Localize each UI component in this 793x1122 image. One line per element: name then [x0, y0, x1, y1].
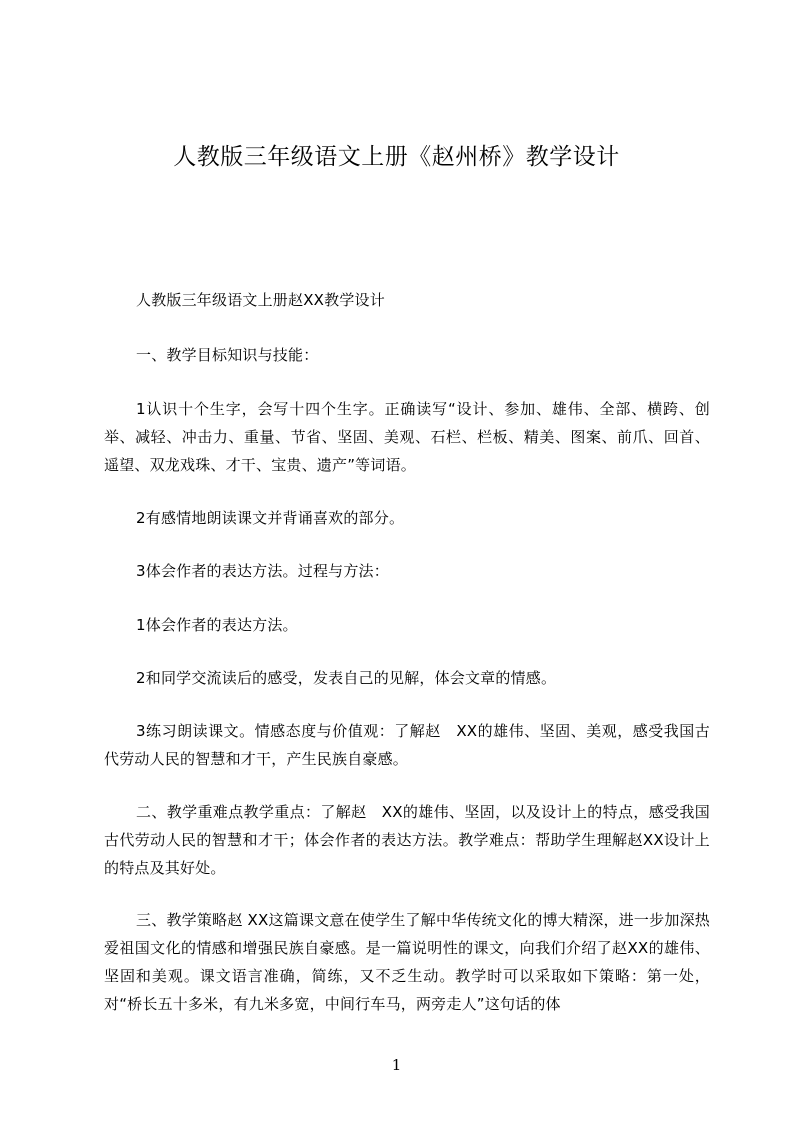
page-number: 1	[391, 1056, 402, 1074]
paragraph-objective-3: 3体会作者的表达方法。过程与方法：	[136, 562, 389, 580]
paragraph-key-points: 二、教学重难点教学重点：了解赵 XX的雄伟、坚固，以及设计上的特点，感受我国古代劳动人民的智慧和才干；体会作者的表达方法。教学难点：帮助学生理解赵XX设计上的特点及其好处。	[104, 803, 710, 877]
paragraph-heading: 人教版三年级语文上册赵XX教学设计	[136, 291, 385, 309]
document-title: 人教版三年级语文上册《赵州桥》教学设计	[173, 144, 620, 170]
paragraph-objective-2: 2有感情地朗读课文并背诵喜欢的部分。	[136, 509, 405, 527]
paragraph-objectives-heading: 一、教学目标知识与技能：	[136, 346, 319, 364]
paragraph-process-3: 3练习朗读课文。情感态度与价值观：了解赵 XX的雄伟、坚固、美观，感受我国古代劳动人民的智慧和才干，产生民族自豪感。	[104, 722, 710, 768]
paragraph-process-1: 1体会作者的表达方法。	[136, 616, 298, 634]
paragraph-objective-1: 1认识十个生字，会写十四个生字。正确读写“设计、参加、雄伟、全部、横跨、创举、减轻、冲击力、重量、节省、坚固、美观、石栏、栏板、精美、图案、前爪、回首、遥望、双龙戏珠、才干、宝贵、遗产”等词语。	[104, 400, 710, 474]
paragraph-process-2: 2和同学交流读后的感受，发表自己的见解，体会文章的情感。	[136, 669, 557, 687]
paragraph-strategy: 三、教学策略赵 XX这篇课文意在使学生了解中华传统文化的博大精深，进一步加深热爱祖国文化的情感和增强民族自豪感。是一篇说明性的课文，向我们介绍了赵XX的雄伟、坚固和美观。课文语言准确，简练，又不乏生动。教学时可以采取如下策略：第一处，对“桥长五十多米，有九米多宽，中间行车马，两旁走人”这句话的体	[104, 911, 710, 1013]
